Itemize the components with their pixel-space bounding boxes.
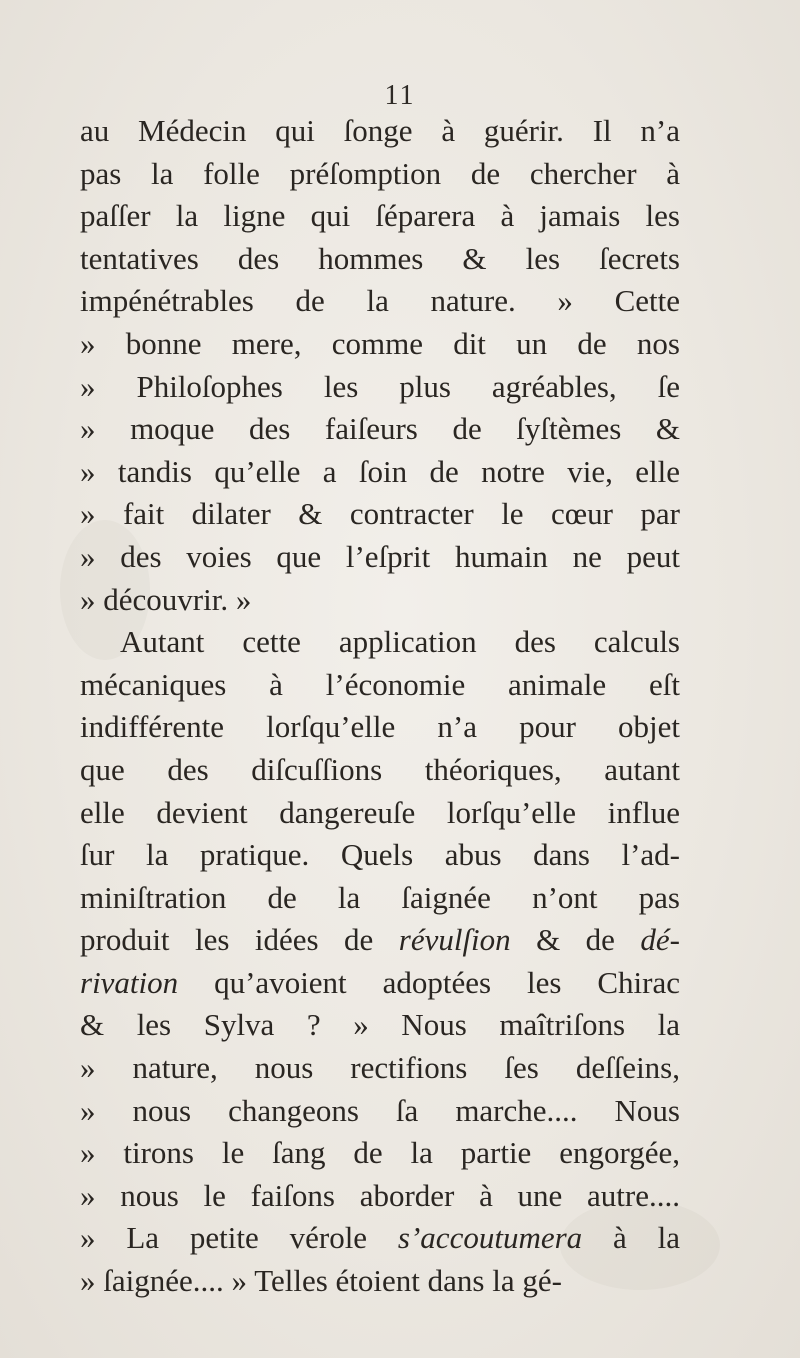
text-segment: à la: [582, 1220, 680, 1256]
text-segment: au Médecin qui ſonge à guérir. Il n’a: [80, 113, 680, 148]
text-segment: elle devient dangereuſe lorſqu’elle influe: [80, 794, 680, 830]
text-segment: » La petite vérole: [80, 1220, 398, 1256]
text-segment: » nous changeons ſa marche.... Nous: [80, 1092, 680, 1128]
text-line: [80, 579, 680, 622]
text-line: [80, 621, 680, 664]
page-number: 11: [384, 80, 416, 111]
text-line: [80, 1004, 680, 1047]
text-segment: » nous le faiſons aborder à une autre....: [80, 1177, 680, 1213]
text-line: [80, 1175, 680, 1218]
text-segment: ſur la pratique. Quels abus dans l’ad-: [80, 837, 680, 873]
text-segment: » fait dilater & contracter le cœur par: [80, 496, 680, 532]
italic-text: rivation: [80, 964, 179, 1000]
text-segment: » tandis qu’elle a ſoin de notre vie, elle: [80, 453, 680, 489]
text-segment: miniſtration de la ſaignée n’ont pas: [80, 879, 680, 915]
text-line: [80, 493, 680, 536]
text-segment: » tirons le ſang de la partie engorgée,: [80, 1135, 680, 1171]
text-segment: pas la folle préſomption de chercher à: [80, 155, 680, 191]
text-segment: & de: [510, 922, 641, 958]
text-line: [80, 706, 680, 749]
text-line: [80, 1047, 680, 1090]
body-text: [80, 110, 680, 1303]
text-line: [80, 792, 680, 835]
text-line: [80, 536, 680, 579]
text-segment: & les Sylva ? » Nous maîtriſons la: [80, 1007, 680, 1043]
text-segment: » nature, nous rectifions ſes deſſeins,: [80, 1050, 680, 1086]
text-segment: » bonne mere, comme dit un de nos: [80, 325, 680, 361]
text-line: [80, 451, 680, 494]
text-line: [80, 962, 680, 1005]
text-segment: » ſaignée.... » Telles étoient dans la gé-: [80, 1263, 562, 1299]
text-segment: impénétrables de la nature. » Cette: [80, 283, 680, 319]
text-segment: tentatives des hommes & les ſecrets: [80, 240, 680, 276]
text-line: [80, 1090, 680, 1133]
italic-text: dé-: [640, 922, 680, 958]
text-segment: indifférente lorſqu’elle n’a pour objet: [80, 709, 680, 745]
text-line: [80, 919, 680, 962]
text-segment: paſſer la ligne qui ſéparera à jamais les: [80, 198, 680, 234]
text-segment: » Philoſophes les plus agréables, ſe: [80, 368, 680, 404]
text-line: [80, 110, 680, 153]
text-line: [80, 877, 680, 920]
text-line: [80, 749, 680, 792]
text-segment: que des diſcuſſions théoriques, autant: [80, 751, 680, 787]
text-segment: » moque des faiſeurs de ſyſtèmes &: [80, 411, 680, 447]
text-line: [80, 1132, 680, 1175]
text-segment: mécaniques à l’économie animale eſt: [80, 666, 680, 702]
text-segment: » découvrir. »: [80, 581, 252, 617]
text-segment: qu’avoient adoptées les Chirac: [178, 964, 680, 1000]
text-segment: » des voies que l’eſprit humain ne peut: [80, 538, 680, 574]
text-line: [80, 1260, 680, 1303]
text-line: [80, 834, 680, 877]
text-line: [80, 195, 680, 238]
text-line: [80, 238, 680, 281]
text-line: [80, 153, 680, 196]
text-segment: Autant cette application des calculs: [120, 624, 680, 660]
italic-text: s’accoutumera: [397, 1220, 583, 1256]
text-line: [80, 366, 680, 409]
italic-text: révulſion: [398, 922, 511, 958]
text-line: [80, 1217, 680, 1260]
text-line: [80, 323, 680, 366]
text-segment: produit les idées de: [80, 922, 399, 958]
text-line: [80, 408, 680, 451]
text-line: [80, 664, 680, 707]
text-line: [80, 280, 680, 323]
